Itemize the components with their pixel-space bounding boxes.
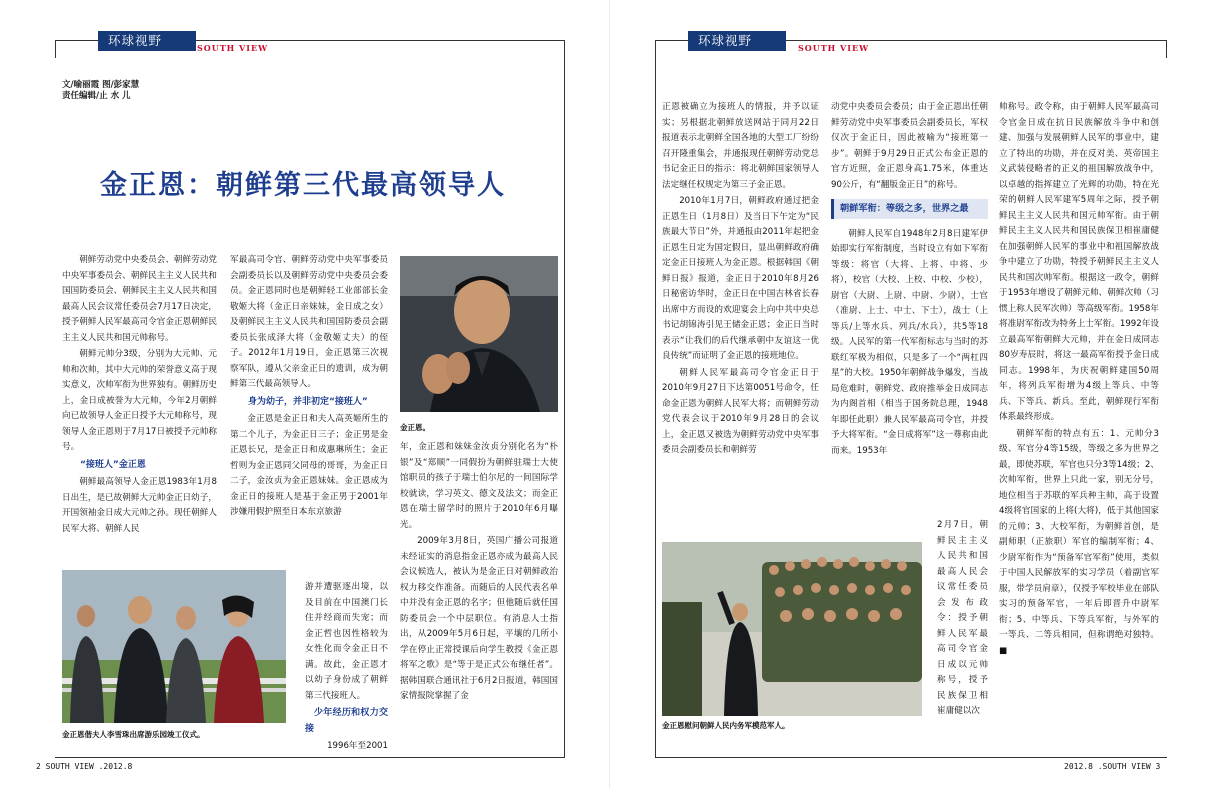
paragraph: 正恩被确立为接班人的情报，并予以证实；另根据北朝鲜放送网站于同月22日报道表示北朝鲜全国各地的大型工厂纷纷召开隆重集会，并通报现任朝鲜劳动党总书记金正日的指示：将北朝鲜国家领导人法定继任权规定为第三子金正恩。 [662,102,819,190]
side-rule [655,40,656,758]
right-column-2-wrap [937,518,988,721]
paragraph: 年，金正恩和妹妹金汝贞分别化名为“朴银”及“郑顺”一同假扮为朝鲜驻瑞士大使馆职员的孩子于瑞士伯尔尼的一间国际学校就读，学习英文、德文及法文；而金正恩在瑞士留学时的照片于2010年6月曝光。 [400,442,558,530]
amusement-park-photo [62,570,286,723]
right-column-1 [662,100,819,460]
section-tab: 环球视野 [688,31,786,51]
paragraph: 动党中央委员会委员；由于金正恩出任朝鲜劳动党中央军事委员会副委员长，军权仅次于金正日，因此被喻为“接班第一步”。朝鲜于9月29日正式公布金正恩的官方近照，金正恩身高1.75米，体重达90公斤，有“翻版金正日”的称号。 [831,102,988,190]
soldiers-caption: 金正恩慰问朝鲜人民内务军模范军人。 [662,721,790,730]
side-rule [564,40,565,758]
paragraph: 1996年至2001 [327,741,388,751]
left-column-1 [62,253,217,538]
folio-right: 2012.8 .SOUTH VIEW 3 [1064,762,1161,771]
subheading: 身为幼子，并非初定“接班人” [248,396,368,407]
paragraph: 帅称号。政令称，由于朝鲜人民军最高司令官金日成在抗日民族解放斗争中和创建、加强与发展朝鲜人民军的事业中，建立了特出的功勋，并在反对美、英帝国主义武装侵略者的正义的祖国解放战争中，以卓越的指挥建立了光辉的功勋，特在光荣的朝鲜人民军建军5周年之际，授予朝鲜民主主义人民共和国元帅军衔。由于朝鲜民主主义人民共和国民族保卫相崔庸健在加强朝鲜人民军的事业中和祖国解放战争中建立了功勋，特授予朝鲜民主主义人民共和国次帅军衔。根据这一政令，朝鲜于1953年增设了朝鲜元帅、朝鲜次帅（习惯上称人民军次帅）等高级军衔。1958年将准尉军衔改为特务上士军衔。1992年设立最高军衔朝鲜大元帅，并在金日成同志80岁寿辰时，将这一最高军衔授予金日成同志。1998年，为庆祝朝鲜建国50周年，将列兵军衔增为4级上等兵、中等兵、下等兵、新兵。至此，朝鲜现行军衔体系最终形成。 [999,102,1159,422]
left-column-3 [400,440,558,706]
section-english: SOUTH VIEW [798,43,870,53]
paragraph: 朝鲜元帅分3级，分别为大元帅、元帅和次帅，其中大元帅的荣誉意义高于现实意义，次帅军衔为世界独有。朝鲜历史上，金日成被誉为大元帅，今年2月朝鲜向已故领导人金正日授予大元帅称号，现领导人金正恩则于7月17日被授予元帅称号。 [62,349,217,452]
paragraph: 朝鲜劳动党中央委员会、朝鲜劳动党中央军事委员会、朝鲜民主主义人民共和国国防委员会、朝鲜民主主义人民共和国最高人民会议常任委员会7月17日决定，授予朝鲜人民军最高司令官金正恩朝鲜民主主义人民共和国元帅称号。 [62,255,217,343]
right-page [610,0,1219,788]
portrait-photo [400,256,558,412]
left-page [0,0,609,788]
paragraph: 朝鲜军衔的特点有五：1、元帅分3级、军官分4等15级，等级之多为世界之最，即使苏联，军官也只分3等14级；2、次帅军衔，世界上只此一家，别无分号，地位相当于苏联的军兵种主帅，高于设置4级将官国家的上将(大将)，低于其他国家的元帅；3、大校军衔，为朝鲜首创，是副师职（正旅职）军官的编制军衔；4、少尉军衔作为“预备军官军衔”使用，类似于中国人民解放军的实习学员（着副官军服，带学员肩章），仅授予军校毕业在部队实习的预备军官，一年后即晋升中尉军衔；5、中等兵、下等兵军衔，与外军的一等兵、二等兵相同，但称谓绝对独特。■ [999,428,1159,656]
subheading: “接班人”金正恩 [80,459,146,470]
section-ribbon: 朝鲜军衔：等级之多，世界之最 [831,199,988,219]
paragraph: 2月7日，朝鲜民主主义人民共和国最高人民会议常任委员会发布政令：授予朝鲜人民军最高司令官金日成以元帅称号，授予民族保卫相崔庸健以次 [937,520,988,716]
subheading: 少年经历和权力交接 [305,708,388,734]
paragraph: 朝鲜最高领导人金正恩1983年1月8日出生，是已故朝鲜大元帅金正日幼子，开国领袖金日成大元帅之孙。现任朝鲜人民军大将、朝鲜人民 [62,477,217,534]
left-column-2 [230,253,388,522]
paragraph: 2010年1月7日，朝鲜政府通过把金正恩生日（1月8日）及当日下午定为“民族最大节日”外，并通报由2011年起把金正恩生日定为国定假日，显出朝鲜政府确定金正日接班人为金正恩。根据韩国《朝鲜日报》报道，金正日于2010年8月26日秘密访华时，金正日在中国吉林省长春出席中方而设的欢迎宴会上向中共中央总书记胡锦涛引见王储金正恩；金正日当时表示“让我们的后代继承朝中友谊这一优良传统”而证明了金正恩的接班地位。 [662,196,819,361]
right-column-3 [999,100,1159,660]
left-column-2-wrap [305,580,388,756]
paragraph: 游并遭驱逐出境，以及目前在中国澳门长住并经商而失宠；而金正哲也因性格较为女性化而令金正日不满。故此，金正恩才以幼子身份成了朝鲜第三代接班人。 [305,582,388,701]
park-caption: 金正恩偕夫人李雪珠出席游乐园竣工仪式。 [62,730,205,739]
soldiers-photo [662,542,922,716]
byline [62,80,139,102]
paragraph: 朝鲜人民军自1948年2月8日建军伊始即实行军衔制度，当时设立有如下军衔等级：将官（大将、上将、中将、少将），校官（大校、上校、中校、少校），尉官（大尉、上尉、中尉、少尉），士官（准尉、上士、中士、下士），战士（上等兵/上等水兵、列兵/水兵），共5等18级。人民军的第一代军衔标志与当时的苏联红军极为相似，只是多了一个“两杠四星”的大校。1950年朝鲜战争爆发，当战局危难时，朝鲜党、政府推举金日成同志为内阁首相（相当于国务院总理，1948年即任此职）兼人民军最高司令官，并授予大将军衔。“金日成将军”这一尊称由此而来。1953年 [831,228,988,456]
article-title: 金正恩：朝鲜第三代最高领导人 [100,170,506,201]
paragraph: 朝鲜人民军最高司令官金正日于2010年9月27日下达第0051号命令，任命金正恩为朝鲜人民军大将；而朝鲜劳动党代表会议于2010年9月28日的会议上，金正恩又被选为朝鲜劳动党中央军事委员会副委员长和朝鲜劳 [662,367,819,455]
author-line: 文/喻丽霞 图/彭家慧 [62,80,140,90]
paragraph: 金正恩是金正日和夫人高英姬所生的第二个儿子，为金正日三子；金正男是金正恩长兄，是金正日和成惠琳所生；金正哲则为金正恩同父同母的哥哥，为金正日二子，金汝贞为金正恩妹妹。金正恩成为金正日的接班人是基于金正男于2001年涉嫌用假护照至日本东京旅游 [230,414,388,517]
bottom-rule [55,757,565,758]
section-tab: 环球视野 [98,31,196,51]
section-english: SOUTH VIEW [197,43,269,53]
portrait-caption: 金正恩。 [400,423,430,432]
folio-left: 2 SOUTH VIEW .2012.8 [36,762,133,771]
corner-mark [1166,40,1167,58]
paragraph: 军最高司令官、朝鲜劳动党中央军事委员会副委员长以及朝鲜劳动党中央委员会委员。金正恩同时也是朝鲜轻工业部部长金敬姬大将（金正日亲妹妹，金日成之女）及朝鲜民主主义人民共和国国防委员会副委员长张成泽大将（金敬姬丈夫）的侄子。2012年1月19日，金正恩第三次视察军队，遵从父亲金正日的遗训，成为朝鲜第三代最高领导人。 [230,255,388,389]
corner-mark [55,40,56,58]
right-column-2 [831,100,988,460]
editor-line: 责任编辑/止 水 儿 [62,91,131,101]
bottom-rule [655,757,1167,758]
paragraph: 2009年3月8日，英国广播公司报道未经证实的消息指金正恩亦成为最高人民会议候选人，被认为是金正日对朝鲜政治权力移交作准备。而随后的人民代表名单中并没有金正恩的名字；但他随后就任国防委员会一个中层职位。有消息人士指出，从2009年5月6日起，平壤的几所小学在停止正常授课后向学生教授《金正恩将军之歌》是“等于是正式公布继任者”。据韩国联合通讯社于6月2日报道，韩国国家情报院掌握了金 [400,536,558,701]
